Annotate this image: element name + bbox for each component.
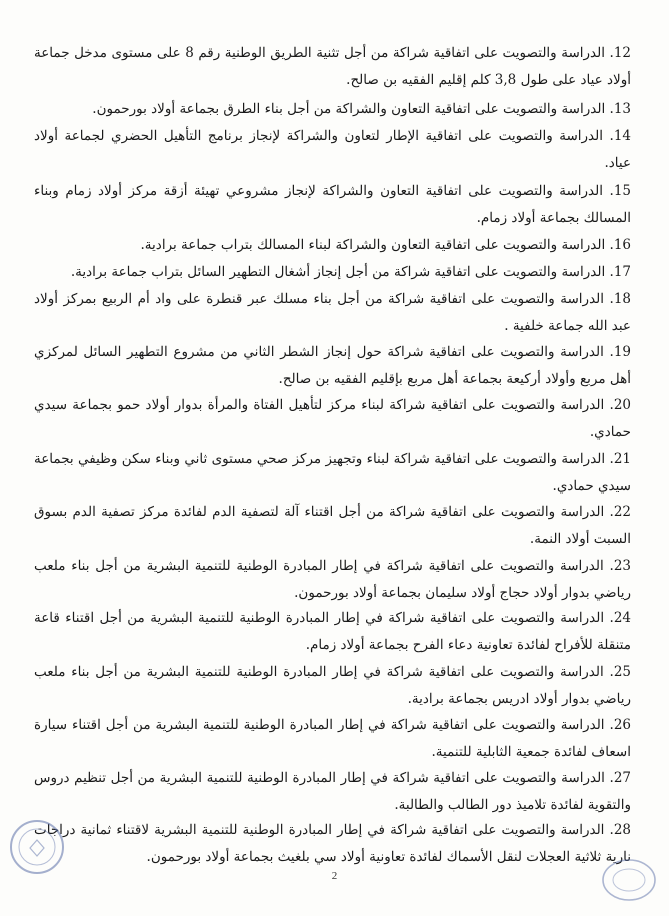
item-number: 28.: [609, 822, 631, 838]
item-number: 20.: [609, 397, 631, 413]
item-text: الدراسة والتصويت على اتفاقية شراكة من أجل بناء مسلك عبر قنطرة على واد أم الربيع بمركز أولاد عبد الله جماعة خلفية .: [34, 291, 631, 334]
item-text: الدراسة والتصويت على اتفاقية الإطار لتعاون والشراكة لإنجاز برنامج التأهيل الحضري لجماعة أولاد عياد.: [34, 128, 631, 171]
item-number: 26.: [609, 717, 631, 733]
agenda-item-24: [34, 605, 631, 659]
item-text: الدراسة والتصويت على اتفاقية شراكة في إطار المبادرة الوطنية للتنمية البشرية من أجل اقتناء سيارة اسعاف لفائدة جمعية الثابلية للتنمية.: [34, 717, 631, 760]
item-number: 17.: [609, 264, 631, 280]
item-text: الدراسة والتصويت على اتفاقية شراكة لبناء وتجهيز مركز صحي مستوى ثاني وبناء سكن وظيفي بجماعة سيدي حمادي.: [34, 451, 631, 494]
page-number: 2: [331, 870, 338, 882]
item-text: الدراسة والتصويت على اتفاقية شراكة من أجل اقتناء آلة لتصفية الدم لفائدة مركز تصفية الدم بسوق السبت أولاد النمة.: [34, 504, 631, 547]
agenda-item-25: [34, 659, 631, 713]
item-text: الدراسة والتصويت على اتفاقية شراكة لبناء مركز لتأهيل الفتاة والمرأة بدوار أولاد حمو بجماعة سيدي حمادي.: [34, 397, 631, 440]
item-text: الدراسة والتصويت على اتفاقية شراكة في إطار المبادرة الوطنية للتنمية البشرية من أجل بناء ملعب رياضي بدوار أولاد ادريس بجماعة برادية.: [34, 664, 631, 707]
agenda-item-23: [34, 553, 631, 607]
item-text: الدراسة والتصويت على اتفاقية شراكة من أجل إنجاز أشغال التطهير السائل بتراب جماعة برادية.: [70, 264, 606, 280]
item-number: 23.: [609, 558, 631, 574]
item-text: الدراسة والتصويت على اتفاقية التعاون والشراكة لإنجاز مشروعي تهيئة أزقة مركز أولاد زمام وبناء المسالك بجماعة أولاد زمام.: [34, 183, 631, 226]
agenda-item-13: [34, 96, 631, 123]
item-number: 22.: [609, 504, 632, 520]
agenda-item-27: [34, 765, 631, 819]
agenda-item-20: [34, 392, 631, 446]
item-text: الدراسة والتصويت على اتفاقية التعاون والشراكة من أجل بناء الطرق بجماعة أولاد بورحمون.: [92, 101, 606, 117]
item-number: 24.: [609, 610, 632, 626]
agenda-item-17: [34, 259, 631, 286]
item-text: الدراسة والتصويت على اتفاقية التعاون والشراكة لبناء المسالك بتراب جماعة برادية.: [140, 237, 606, 253]
item-text: الدراسة والتصويت على اتفاقية شراكة في إطار المبادرة الوطنية للتنمية البشرية من أجل تنظيم دروس والتقوية لفائدة تلاميذ دور الطالب والطالبة.: [34, 770, 631, 813]
item-number: 14.: [609, 128, 631, 144]
item-text: الدراسة والتصويت على اتفاقية شراكة من أجل تثنية الطريق الوطنية رقم 8 على مستوى مدخل جماعة أولاد عياد على طول 3,8 كلم إقليم الفقيه بن صالح.: [34, 45, 631, 88]
item-text: الدراسة والتصويت على اتفاقية شراكة في إطار المبادرة الوطنية للتنمية البشرية من أجل بناء ملعب رياضي بدوار أولاد حجاج أولاد سليمان بجماعة أولاد بورحمون.: [34, 558, 631, 601]
item-number: 15.: [609, 183, 631, 199]
item-text: الدراسة والتصويت على اتفاقية شراكة حول إنجاز الشطر الثاني من مشروع التطهير السائل لمركزي أهل مربع وأولاد أركيعة بجماعة أهل مربع بإقليم الفقيه بن صالح.: [34, 344, 631, 387]
item-number: 16.: [609, 237, 631, 253]
agenda-item-12: [34, 40, 631, 94]
item-number: 18.: [609, 291, 631, 307]
agenda-item-22: [34, 499, 631, 553]
agenda-item-18: [34, 286, 631, 340]
item-number: 13.: [609, 101, 631, 117]
item-number: 25.: [609, 664, 631, 680]
item-number: 21.: [609, 451, 631, 467]
agenda-item-16: [34, 232, 631, 259]
agenda-item-15: [34, 178, 631, 232]
item-number: 27.: [609, 770, 631, 786]
agenda-item-19: [34, 339, 631, 393]
item-number: 12.: [609, 45, 632, 61]
agenda-item-26: [34, 712, 631, 766]
item-number: 19.: [609, 344, 631, 360]
item-text: الدراسة والتصويت على اتفاقية شراكة في إطار المبادرة الوطنية للتنمية البشرية لاقتناء ثمانية دراجات نارية ثلاثية العجلات لنقل الأسماك لفائدة تعاونية أولاد سي بلغيث بجماعة أولاد بورحمون.: [34, 822, 631, 865]
agenda-item-28: [34, 817, 631, 871]
agenda-item-14: [34, 123, 631, 177]
official-stamp-icon: [8, 818, 66, 876]
agenda-item-21: [34, 446, 631, 500]
item-text: الدراسة والتصويت على اتفاقية شراكة في إطار المبادرة الوطنية للتنمية البشرية من أجل اقتناء قاعة متنقلة للأفراح لفائدة تعاونية دعاء الفرح بجماعة أولاد زمام.: [34, 610, 631, 653]
